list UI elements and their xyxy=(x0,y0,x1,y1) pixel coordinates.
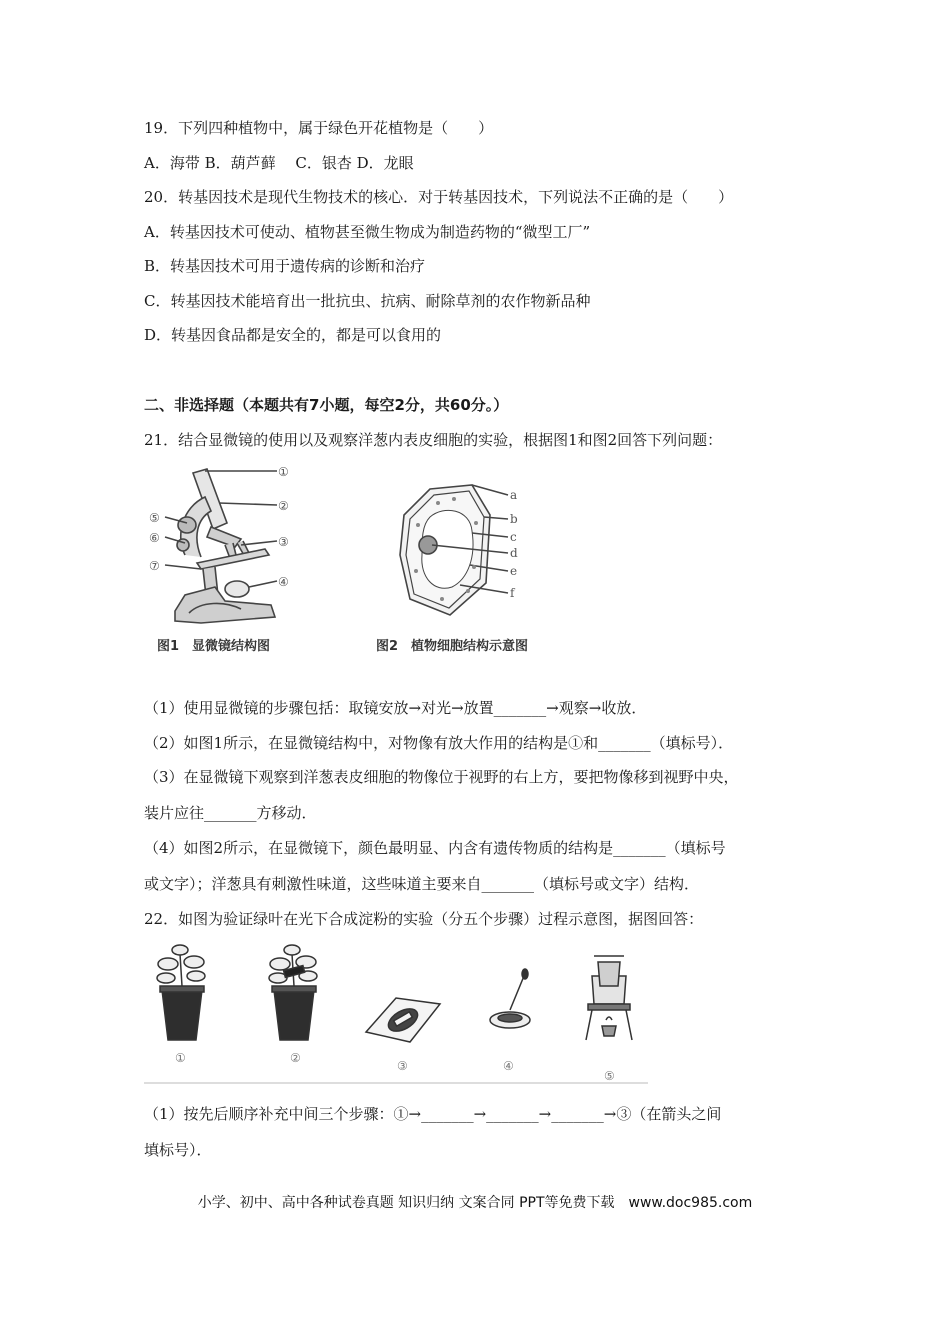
microscope-figure xyxy=(145,465,310,660)
q20-stem: 20．转基因技术是现代生物技术的核心．对于转基因技术，下列说法不正确的是（ ） xyxy=(144,188,734,206)
fig1-label-2: ② xyxy=(278,499,289,513)
fig2-label-b: b xyxy=(510,512,518,526)
plant-cell-diagram xyxy=(372,475,542,625)
fig1-label-5: ⑤ xyxy=(149,511,160,525)
q22-sub-1: （1）按先后顺序补充中间三个步骤：①→_______→_______→_______→③（在箭头之间 xyxy=(144,1105,722,1123)
step-label-3: ③ xyxy=(397,1059,408,1073)
q21-stem: 21．结合显微镜的使用以及观察洋葱内表皮细胞的实验，根据图1和图2回答下列问题： xyxy=(144,431,723,449)
q20-option-d: D．转基因食品都是安全的，都是可以食用的 xyxy=(144,326,442,344)
q22-sub-1-cont: 填标号）． xyxy=(144,1141,212,1159)
step3-leaf-on-paper xyxy=(366,998,440,1042)
step-label-5: ⑤ xyxy=(604,1069,615,1083)
q20-option-a: A．转基因技术可使动、植物甚至微生物成为制造药物的“微型工厂” xyxy=(144,223,591,241)
q22-stem: 22．如图为验证绿叶在光下合成淀粉的实验（分五个步骤）过程示意图，据图回答： xyxy=(144,910,704,928)
step4-dish-with-dropper xyxy=(490,969,530,1028)
fig2-label-c: c xyxy=(510,530,517,544)
q21-sub-3: （3）在显微镜下观察到洋葱表皮细胞的物像位于视野的右上方，要把物像移到视野中央， xyxy=(144,768,739,786)
fig2-caption: 图2 植物细胞结构示意图 xyxy=(376,639,529,654)
step5-water-bath xyxy=(586,956,632,1040)
fig1-label-3: ③ xyxy=(278,535,289,549)
q20-option-b: B．转基因技术可用于遗传病的诊断和治疗 xyxy=(144,257,426,275)
fig2-label-e: e xyxy=(510,564,518,578)
page-footer: 小学、初中、高中各种试卷真题 知识归纳 文案合同 PPT等免费下载 www.doc985.com xyxy=(197,1195,753,1211)
microscope-diagram xyxy=(145,465,310,635)
fig1-caption: 图1 显微镜结构图 xyxy=(157,639,271,654)
q21-sub-4-cont: 或文字）；洋葱具有刺激性味道，这些味道主要来自_______（填标号或文字）结构． xyxy=(144,875,700,893)
q21-sub-2: （2）如图1所示，在显微镜结构中，对物像有放大作用的结构是①和_______（填标号）． xyxy=(144,734,734,752)
experiment-steps-figure xyxy=(144,940,648,1086)
q19-stem: 19．下列四种植物中，属于绿色开花植物是（ ） xyxy=(144,119,494,137)
q20-option-c: C．转基因技术能培育出一批抗虫、抗病、耐除草剂的农作物新品种 xyxy=(144,292,591,310)
q21-sub-3-cont: 装片应往_______方移动． xyxy=(144,804,317,822)
q21-sub-4: （4）如图2所示，在显微镜下，颜色最明显、内含有遗传物质的结构是_______（填标号 xyxy=(144,839,726,857)
experiment-steps-diagram xyxy=(144,940,648,1086)
fig2-label-a: a xyxy=(510,488,518,502)
q21-sub-1: （1）使用显微镜的步骤包括：取镜安放→对光→放置_______→观察→收放． xyxy=(144,699,647,717)
section2-title: 二、非选择题（本题共有7小题，每空2分，共60分。） xyxy=(144,396,509,414)
fig1-label-4: ④ xyxy=(278,575,289,589)
fig1-label-1: ① xyxy=(278,465,289,479)
fig1-label-7: ⑦ xyxy=(149,559,160,573)
step1-potted-plant xyxy=(157,945,205,1040)
fig2-label-d: d xyxy=(510,546,518,560)
step-label-4: ④ xyxy=(503,1059,514,1073)
step-label-1: ① xyxy=(175,1051,186,1065)
step2-covered-leaf-plant xyxy=(269,945,317,1040)
fig2-label-f: f xyxy=(510,586,515,600)
q19-options: A．海带 B．葫芦藓 C．银杏 D．龙眼 xyxy=(144,154,414,172)
step-label-2: ② xyxy=(290,1051,301,1065)
fig1-label-6: ⑥ xyxy=(149,531,160,545)
plant-cell-figure xyxy=(372,475,567,660)
